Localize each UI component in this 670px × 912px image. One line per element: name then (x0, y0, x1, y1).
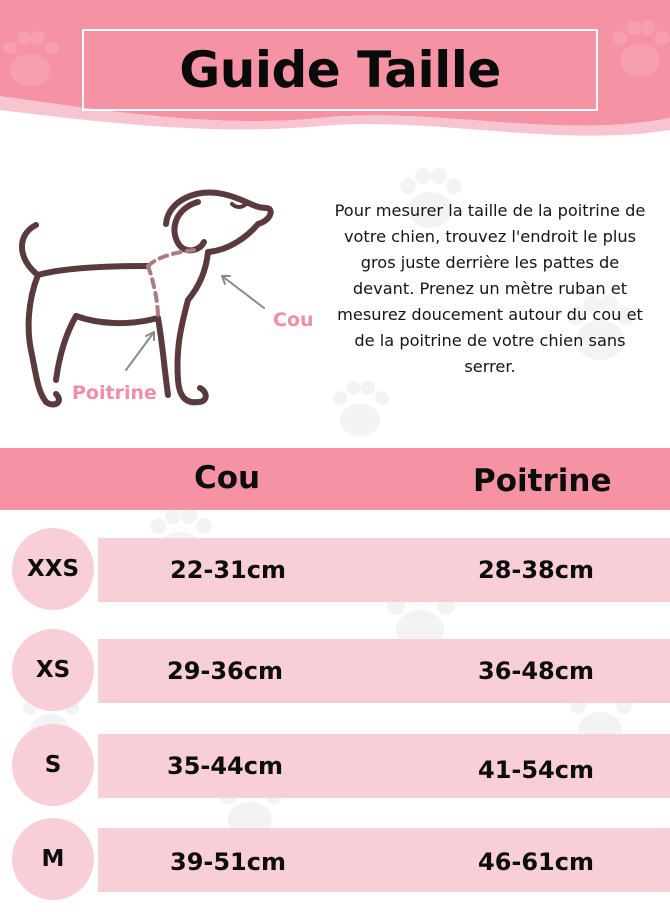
title-box (82, 29, 598, 111)
neck-label: Cou (273, 309, 314, 331)
chest-value: 36-48cm (478, 657, 594, 685)
size-badge: XXS (12, 528, 94, 610)
chest-value: 46-61cm (478, 848, 594, 876)
page-title: Guide Taille (179, 41, 501, 99)
column-header-chest: Poitrine (473, 463, 612, 499)
neck-value: 22-31cm (170, 556, 286, 584)
chest-label: Poitrine (72, 382, 157, 404)
table-row (0, 629, 670, 711)
neck-value: 39-51cm (170, 848, 286, 876)
chest-value: 28-38cm (478, 556, 594, 584)
table-row (0, 818, 670, 900)
table-row (0, 528, 670, 610)
size-badge: XS (12, 629, 94, 711)
neck-value: 29-36cm (167, 657, 283, 685)
size-table-header (0, 448, 670, 510)
size-badge: M (12, 818, 94, 900)
table-row (0, 724, 670, 806)
size-badge: S (12, 724, 94, 806)
dog-outline-icon (8, 180, 328, 420)
measurement-instructions: Pour mesurer la taille de la poitrine de votre chien, trouvez l'endroit le plus gros juste derrière les pattes de devant. Prenez un mètre ruban et mesurez doucement autour du cou et de la poitrine de votre chien sans serrer. (334, 201, 646, 376)
neck-value: 35-44cm (167, 752, 283, 780)
column-header-neck: Cou (194, 460, 261, 496)
chest-value: 41-54cm (478, 756, 594, 784)
